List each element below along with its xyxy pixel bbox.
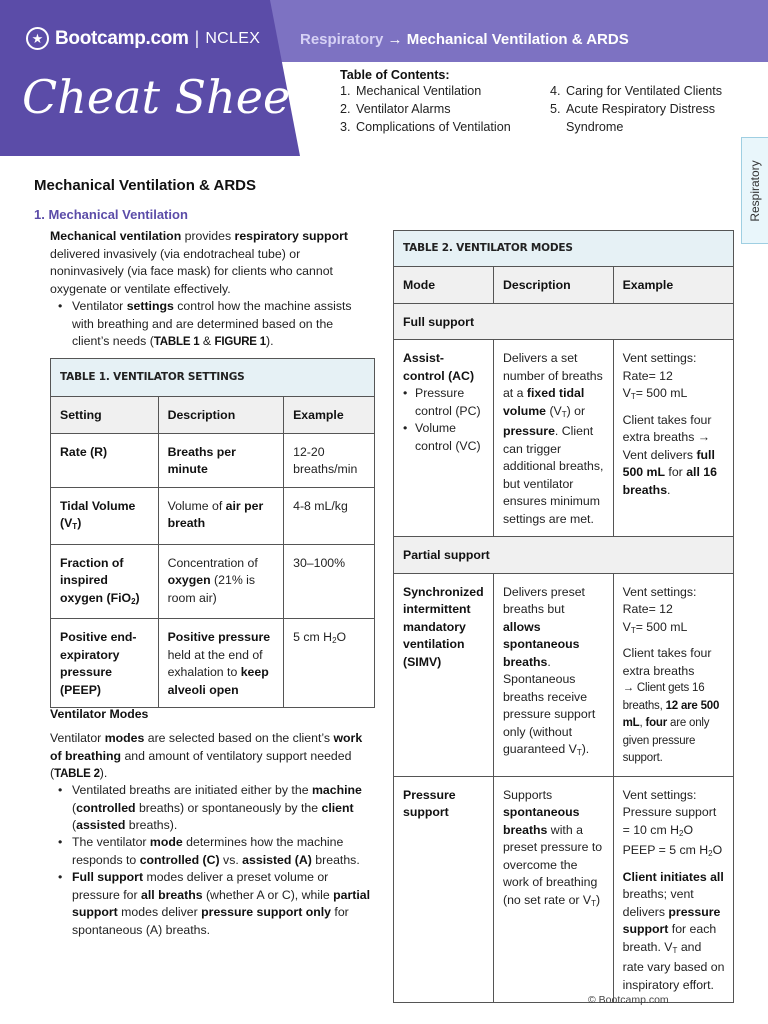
table-of-contents <box>340 66 723 134</box>
product-name: NCLEX <box>205 29 261 47</box>
toc-item[interactable]: 3. Complications of Ventilation <box>340 120 511 134</box>
table2-header: Mode <box>394 267 494 304</box>
table1-header: Example <box>284 397 375 434</box>
table-row: Positive end-expiratory pressure (PEEP) Positive pressure held at the end of exhalation to keep alveoli open 5 cm $H_2O$ <box>51 619 375 708</box>
toc-title: Table of Contents: <box>340 68 450 82</box>
toc-item[interactable]: 4. Caring for Ventilated Clients <box>550 84 723 98</box>
breadcrumb-arrow-icon: → <box>387 31 403 48</box>
table-row: Rate (R) Breaths per minute 12-20 breaths/min <box>51 433 375 487</box>
toc-item[interactable]: Syndrome <box>566 120 624 134</box>
table-ventilator-modes <box>393 230 734 1003</box>
toc-item[interactable]: 1. Mechanical Ventilation <box>340 84 482 98</box>
bootcamp-logo[interactable] <box>26 27 260 50</box>
group-full-support: Full support <box>394 303 734 340</box>
table2-title: TABLE 2. VENTILATOR MODES <box>394 231 734 267</box>
brand-name: Bootcamp.com <box>55 27 189 49</box>
bootcamp-star-icon: ★ <box>26 27 49 50</box>
table2-header: Description <box>493 267 613 304</box>
breadcrumb <box>300 31 629 48</box>
table1-title: TABLE 1. VENTILATOR SETTINGS <box>51 359 375 397</box>
section-title: Mechanical Ventilation & ARDS <box>34 177 256 194</box>
modes-paragraph: Ventilator modes are selected based on the client’s work of breathing and amount of ventilatory support needed (TABLE 2). <box>50 731 363 780</box>
intro-paragraph: Mechanical ventilation provides respiratory support delivered invasively (via endotracheal tube) or noninvasively (via face mask) for clients who cannot oxygenate or ventilate effectively. <box>50 229 348 296</box>
subsection-title: 1. Mechanical Ventilation <box>34 207 188 222</box>
table1-header: Description <box>158 397 284 434</box>
table-row: Fraction of inspired oxygen (FiO$_2$) Concentration of oxygen (21% is room air) 30–100% <box>51 544 375 619</box>
brand-separator: | <box>194 28 200 48</box>
table-row: Tidal Volume $(V_T)$ Volume of air per breath 4-8 mL/kg <box>51 487 375 544</box>
table2-header: Example <box>613 267 733 304</box>
table-row: Pressure support Supports spontaneous breaths with a preset pressure to overcome the work of breathing (no set rate or $V_T$) Vent settings: Pressure support = 10 cm $H_2O$ PEEP = 5 cm $H_2O$ Client initiates all breaths; vent delivers pressure support for each breath. $V_T$ and rate vary based on inspiratory effort. <box>394 776 734 1003</box>
modes-bullet-support: • Full support modes deliver a preset volume or pressure for all breaths (whether A or C), while partial support modes deliver pressure support only for spontaneous (A) breaths. <box>72 869 375 939</box>
table-row: Synchronized intermittent mandatory ventilation (SIMV) Delivers preset breaths but allows spontaneous breaths. Spontaneous breaths receive pressure support only (without guaranteed $V_T$). Vent settings: Rate= 12 $V_T= 500$ mL Client takes four extra breaths → Client gets 16 breaths, 12 are 500 mL, four are only given pressure support. <box>394 573 734 776</box>
table1-header: Setting <box>51 397 159 434</box>
modes-heading: Ventilator Modes <box>50 707 149 721</box>
settings-bullet: • Ventilator settings control how the machine assists with breathing and are determined based on the client’s needs (TABLE 1 & FIGURE 1). <box>72 298 372 352</box>
side-tab-respiratory[interactable] <box>741 137 768 244</box>
breadcrumb-page: Mechanical Ventilation & ARDS <box>406 31 629 48</box>
footer-copyright: © Bootcamp.com <box>588 994 669 1006</box>
breadcrumb-section[interactable]: Respiratory <box>300 31 384 48</box>
table-row: Assist-control (AC) • Pressure control (PC) • Volume control (VC) Delivers a set number of breaths at a fixed tidal volume $(V_T)$ or pressure. Client can trigger additional breaths, but ventilator ensures minimum settings are met. Vent settings: Rate= 12 $V_T= 500$ mL Client takes four extra breaths → Vent delivers full 500 mL for all 16 breaths. <box>394 340 734 537</box>
modes-bullet-initiation: • Ventilated breaths are initiated either by the machine (controlled breaths) or spontaneously by the client (assisted breaths). <box>72 782 375 835</box>
side-tab-label: Respiratory <box>748 159 762 222</box>
toc-item[interactable]: 2. Ventilator Alarms <box>340 102 451 116</box>
group-partial-support: Partial support <box>394 537 734 574</box>
toc-item[interactable]: 5. Acute Respiratory Distress <box>550 102 716 116</box>
cheat-sheets-title: Cheat Sheets <box>22 70 333 124</box>
table-ventilator-settings <box>50 358 375 708</box>
modes-bullet-mode: • The ventilator mode determines how the machine responds to controlled (C) vs. assisted (A) breaths. <box>72 834 375 869</box>
